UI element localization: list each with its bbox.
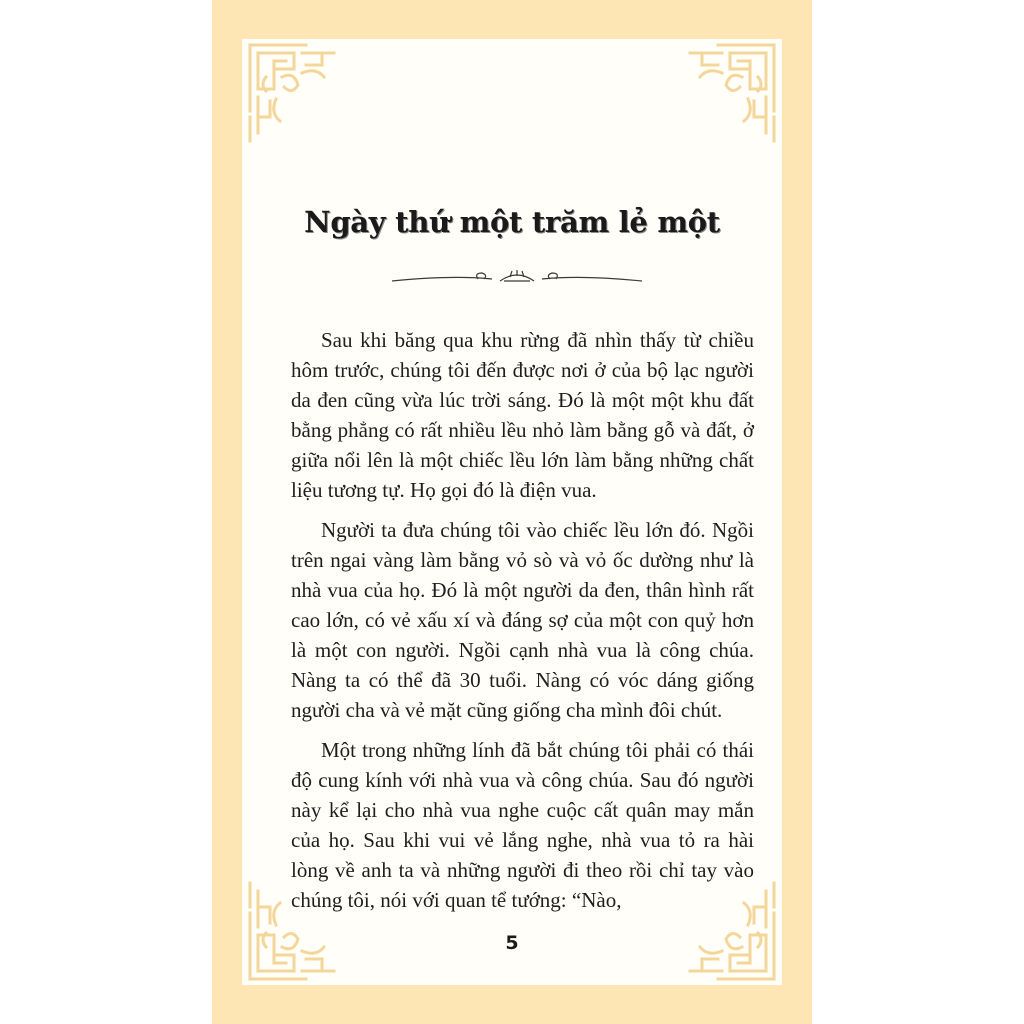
book-page — [212, 0, 812, 1024]
paragraph-2: Người ta đưa chúng tôi vào chiếc lều lớn đó. Ngồi trên ngai vàng làm bằng vỏ sò và vỏ ốc dường như là nhà vua của họ. Đó là một người da đen, thân hình rất cao lớn, có vẻ xấu xí và đáng sợ của một con quỷ hơn là một con người. Ngồi cạnh nhà vua là công chúa. Nàng ta có thể đã 30 tuổi. Nàng có vóc dáng giống người cha và vẻ mặt cũng giống cha mình đôi chút. — [291, 518, 754, 722]
corner-ornament-top-right-icon — [682, 41, 778, 145]
corner-ornament-top-left-icon — [246, 41, 342, 145]
chapter-title: Ngày thứ một trăm lẻ một — [304, 205, 720, 239]
flourish-divider-icon — [392, 267, 642, 291]
page-number: 5 — [505, 932, 519, 954]
paragraph-3: Một trong những lính đã bắt chúng tôi phải có thái độ cung kính với nhà vua và công chúa. Sau đó người này kể lại cho nhà vua nghe cuộc cất quân may mắn của họ. Sau khi vui vẻ lắng nghe, nhà vua tỏ ra hài lòng về anh ta và những người đi theo rồi chỉ tay vào chúng tôi, nói với quan tể tướng: “Nào, — [291, 738, 754, 912]
paragraph-1: Sau khi băng qua khu rừng đã nhìn thấy từ chiều hôm trước, chúng tôi đến được nơi ở của bộ lạc người da đen cũng vừa lúc trời sáng. Đó là một một khu đất bằng phẳng có rất nhiều lều nhỏ làm bằng gỗ và đất, ở giữa nổi lên là một chiếc lều lớn làm bằng những chất liệu tương tự. Họ gọi đó là điện vua. — [291, 328, 754, 502]
chapter-body — [291, 325, 754, 925]
page-content-panel — [242, 39, 782, 985]
